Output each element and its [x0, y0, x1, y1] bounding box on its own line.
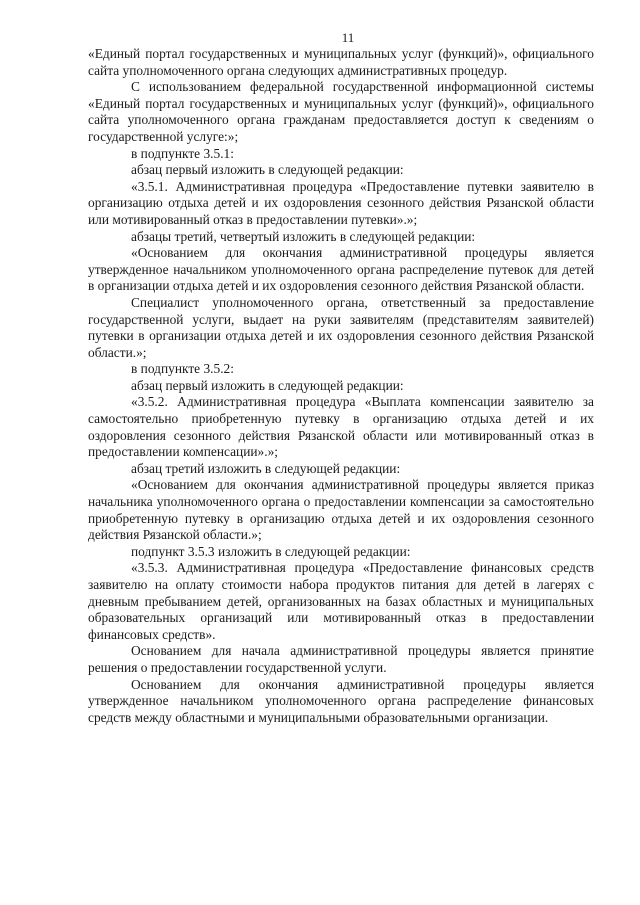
- paragraph: «Основанием для окончания административной процедуры является приказ начальника уполномоченного органа о предоставлении компенсации за самостоятельно приобретенную путевку в организацию отдыха детей и их оздоровления сезонного действия Рязанской области.»;: [88, 477, 594, 543]
- paragraph: абзацы третий, четвертый изложить в следующей редакции:: [131, 228, 476, 244]
- paragraph: «Основанием для окончания административной процедуры является утвержденное начальником уполномоченного органа распределение путевок для детей в организации отдыха детей и их оздоровления сезонного действия Рязанской области.: [88, 245, 594, 294]
- document-page: [88, 30, 594, 726]
- document-body: [88, 46, 594, 726]
- paragraph: Специалист уполномоченного органа, ответственный за предоставление государственной услуги, выдает на руки заявителям (представителям заявителей) путевки в организации отдыха детей и их оздоровления сезонного действия Рязанской области.»;: [88, 294, 594, 360]
- paragraph: «3.5.3. Административная процедура «Предоставление финансовых средств заявителю на оплату стоимости набора продуктов питания для детей в лагерях с дневным пребыванием детей, организованных на базах областных и муниципальных образовательных организаций или мотивированный отказ в предоставлении финансовых средств».: [88, 560, 594, 642]
- paragraph: подпункт 3.5.3 изложить в следующей редакции:: [131, 543, 411, 559]
- paragraph: в подпункте 3.5.2:: [131, 361, 234, 377]
- paragraph: Основанием для начала административной процедуры является принятие решения о предоставлении государственной услуги.: [88, 643, 594, 675]
- paragraph: С использованием федеральной государственной информационной системы «Единый портал государственных и муниципальных услуг (функций)», официального сайта уполномоченного органа гражданам предоставляется доступ к сведениям о государственной услуге:»;: [88, 79, 594, 144]
- paragraph: Основанием для окончания административной процедуры является утвержденное начальником уполномоченного органа распределение финансовых средств между областными и муниципальными образовательными организации.: [88, 676, 594, 725]
- paragraph: абзац третий изложить в следующей редакции:: [131, 460, 401, 476]
- paragraph: «Единый портал государственных и муниципальных услуг (функций)», официального сайта уполномоченного органа следующих административных процедур.: [88, 46, 594, 78]
- paragraph: «3.5.2. Административная процедура «Выплата компенсации заявителю за самостоятельно приобретенную путевку в организацию отдыха детей и их оздоровления сезонного действия Рязанской области или мотивированный отказ в предоставлении компенсации».»;: [88, 394, 594, 460]
- page-number: 11: [341, 30, 355, 45]
- paragraph: абзац первый изложить в следующей редакции:: [131, 162, 404, 178]
- paragraph: абзац первый изложить в следующей редакции:: [131, 377, 404, 393]
- paragraph: «3.5.1. Административная процедура «Предоставление путевки заявителю в организацию отдыха детей и их оздоровления сезонного действия Рязанской области или мотивированный отказ в предоставлении путевки».»;: [88, 178, 594, 227]
- paragraph: в подпункте 3.5.1:: [131, 145, 234, 161]
